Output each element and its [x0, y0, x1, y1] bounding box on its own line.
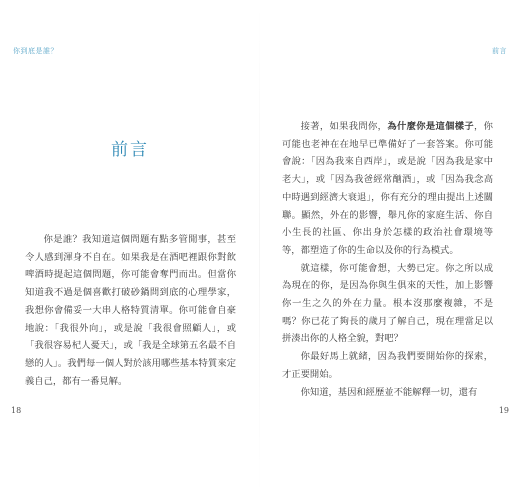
paragraph	[282, 348, 493, 383]
chapter-title: 前言	[111, 140, 149, 160]
paragraph-text: 你知道，基因和經歷並不能解釋一切，還有	[300, 386, 478, 398]
right-page	[260, 0, 520, 500]
bold-question: 為什麼你是這個樣子	[387, 121, 475, 132]
paragraph-text: 你最好馬上就緒，因為我們要開始你的探索，才正要開始。	[282, 351, 493, 380]
running-head-left: 你到底是誰？	[13, 47, 58, 55]
right-body-text	[282, 118, 493, 401]
page-number-right: 19	[498, 406, 509, 415]
running-head-right: 前言	[492, 47, 507, 55]
paragraph-text: 就這樣，你可能會想，大勢已定。你之所以成為現在的你，是因為你與生俱來的天性，加上影響你一生之久的外在力量。根本沒那麼複雜，不是嗎？你已花了夠長的歲月了解自己，現在理當足以拼湊出你的人格全貌，對吧？	[282, 262, 493, 345]
paragraph	[282, 118, 493, 260]
paragraph	[282, 260, 493, 349]
left-body-text	[25, 231, 236, 390]
paragraph-text: 接著，如果我問你，	[300, 121, 388, 132]
page-number-left: 18	[11, 406, 22, 415]
paragraph-text: ，你可能也老神在在地早已準備好了一套答案。你可能會說：「因為我來自西岸」，或是說「因為我是家中老大」，或「因為我爸經常酗酒」，或「因為我念高中時遇到經濟大衰退」，你有充分的理由提出上述關聯。顯然，外在的影響，舉凡你的家庭生活、你自小生長的社區、你出身於怎樣的政治社會環境等等，都塑造了你的生命以及你的行為模式。	[282, 121, 493, 256]
paragraph: 你是誰？我知道這個問題有點多管閒事，甚至令人感到渾身不自在。如果我是在酒吧裡跟你對飲啤酒時提起這個問題，你可能會奪門而出。但當你知道我不過是個喜歡打破砂鍋問到底的心理學家，我想你會備妥一大串人格特質清單。你可能會自豪地說：「我很外向」，或是說「我很會照顧人」，或「我很容易杞人憂天」，或「我是全球第五名最不自戀的人」。我們每一個人對於該用哪些基本特質來定義自己，都有一番見解。	[25, 234, 236, 387]
paragraph	[282, 384, 493, 402]
